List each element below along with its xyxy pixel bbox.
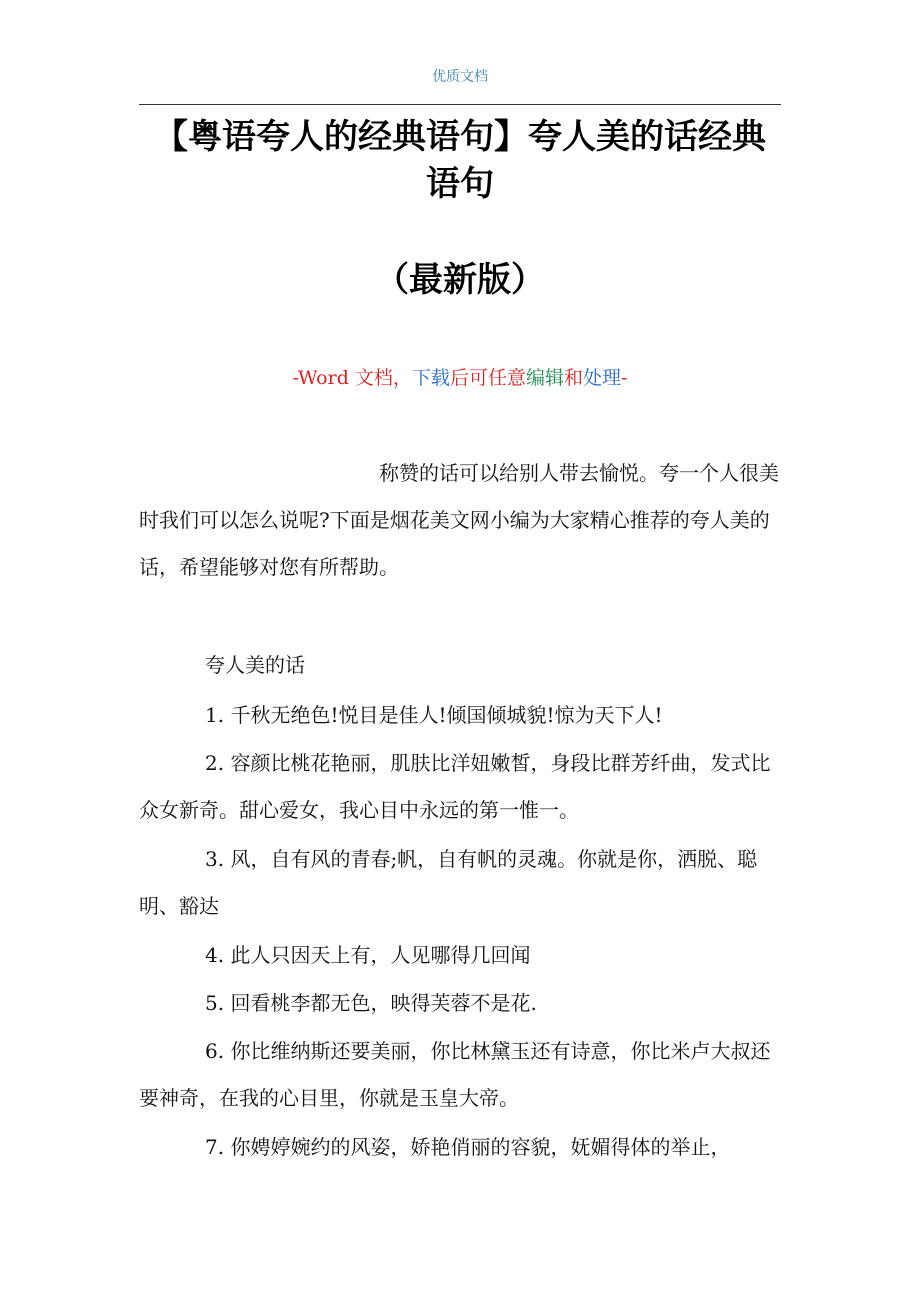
- word-document-notice: [0, 364, 920, 392]
- notice-part-6: 处理: [582, 367, 621, 389]
- notice-part-2: 下载: [411, 367, 450, 389]
- list-item: 7. 你娉婷婉约的风姿，娇艳俏丽的容貌，妩媚得体的举止，: [205, 1135, 731, 1159]
- notice-part-5: 和: [563, 367, 583, 389]
- list-item: 3. 风，自有风的青春;帆，自有帆的灵魂。你就是你，洒脱、聪明、豁达: [139, 847, 758, 918]
- document-subtitle: （最新版）: [375, 260, 545, 300]
- notice-part-3: 后可任意: [449, 367, 526, 389]
- header-label: 优质文档: [432, 69, 488, 85]
- header-divider: [139, 104, 781, 105]
- list-item: 4. 此人只因天上有，人见哪得几回闻: [205, 943, 531, 967]
- notice-part-4: 编辑: [525, 367, 564, 389]
- notice-part-1: -Word 文档，: [292, 367, 412, 389]
- intro-paragraph: 称赞的话可以给别人带去愉悦。夸一个人很美时我们可以怎么说呢?下面是烟花美文网小编为大家精心推荐的夸人美的话，希望能够对您有所帮助。: [139, 461, 779, 579]
- list-item: 2. 容颜比桃花艳丽，肌肤比洋妞嫩皙，身段比群芳纤曲，发式比众女新奇。甜心爱女，我心目中永远的第一惟一。: [139, 751, 771, 822]
- list-item: 5. 回看桃李都无色，映得芙蓉不是花.: [205, 991, 537, 1015]
- section-heading: 夸人美的话: [205, 653, 305, 677]
- notice-part-7: -: [621, 367, 628, 389]
- document-title: 【粤语夸人的经典语句】夸人美的话经典语句: [154, 117, 766, 204]
- list-item: 1. 千秋无绝色!悦目是佳人!倾国倾城貌!惊为天下人!: [205, 703, 663, 727]
- list-item: 6. 你比维纳斯还要美丽，你比林黛玉还有诗意，你比米卢大叔还要神奇，在我的心目里，你就是玉皇大帝。: [139, 1039, 771, 1110]
